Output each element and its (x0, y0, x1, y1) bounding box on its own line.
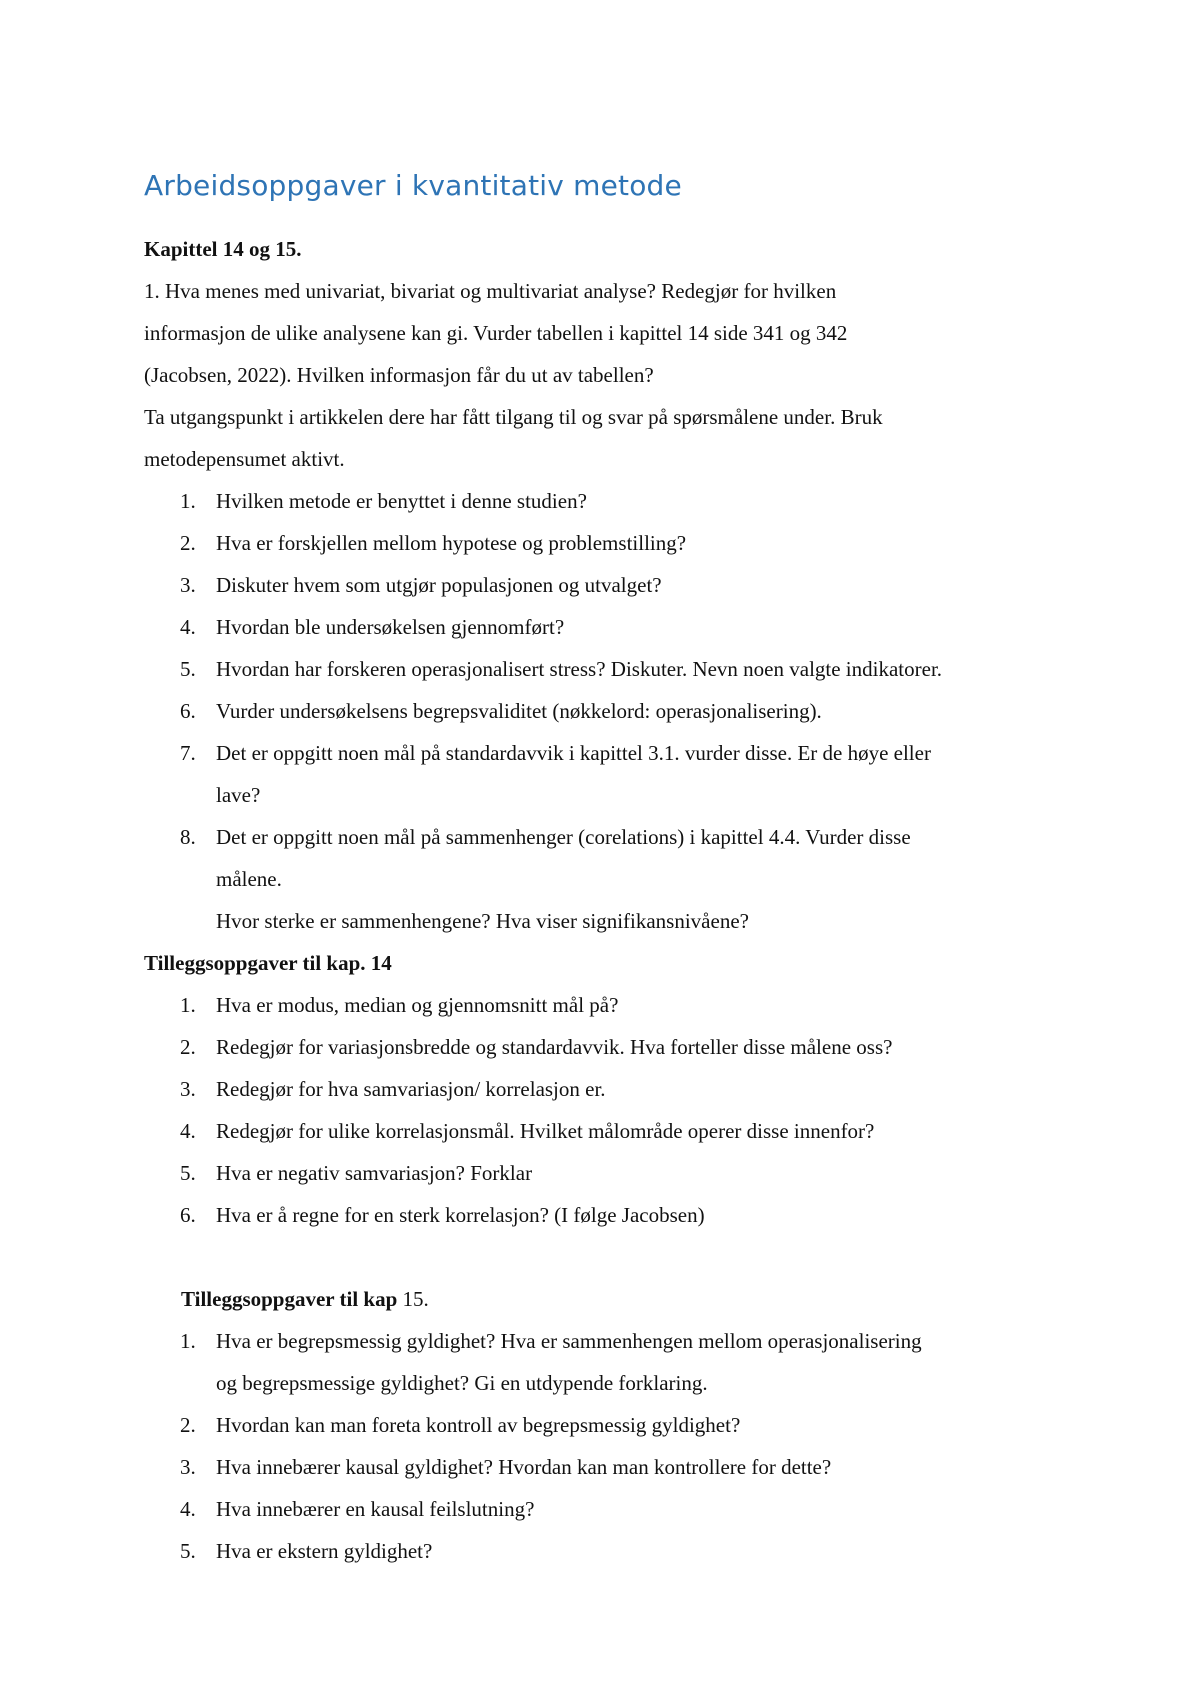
list-item (144, 480, 1074, 522)
list-item (144, 1530, 1074, 1572)
list-item-number: 2. (180, 1035, 196, 1059)
list-item-text: Hvor sterke er sammenhengene? Hva viser signifikansnivåene? (216, 909, 749, 933)
list-item (144, 1152, 1074, 1194)
list-item (144, 1194, 1074, 1236)
list-item (144, 648, 1074, 690)
intro-line: Ta utgangspunkt i artikkelen dere har fått tilgang til og svar på spørsmålene under. Bruk (144, 405, 883, 429)
list-item-text: Hva er forskjellen mellom hypotese og problemstilling? (216, 531, 687, 555)
list-item-text: Det er oppgitt noen mål på standardavvik i kapittel 3.1. vurder disse. Er de høye eller (216, 741, 931, 765)
list-item-number: 4. (180, 1497, 196, 1521)
list-item-text: Hvordan kan man foreta kontroll av begrepsmessig gyldighet? (216, 1413, 741, 1437)
chapter-heading: Kapittel 14 og 15. (144, 237, 302, 261)
list-item (144, 1488, 1074, 1530)
list-item-number: 6. (180, 1203, 196, 1227)
list-item-text: Redegjør for ulike korrelasjonsmål. Hvilket målområde operer disse innenfor? (216, 1119, 875, 1143)
section-heading-kap15-rest: 15. (397, 1287, 429, 1311)
list-item-number: 5. (180, 1539, 196, 1563)
list-item-number: 3. (180, 1455, 196, 1479)
spacer (144, 1236, 1074, 1278)
list-item-number: 5. (180, 1161, 196, 1185)
list-item (144, 732, 1074, 816)
intro-line: metodepensumet aktivt. (144, 447, 345, 471)
intro-line: informasjon de ulike analysene kan gi. Vurder tabellen i kapittel 14 side 341 og 342 (144, 321, 848, 345)
list-item-text: Hvordan ble undersøkelsen gjennomført? (216, 615, 565, 639)
list-item-number: 6. (180, 699, 196, 723)
list-item-number: 3. (180, 1077, 196, 1101)
list-item-text: målene. (216, 867, 282, 891)
list-item (144, 1320, 1074, 1404)
document-title: Arbeidsoppgaver i kvantitativ metode (144, 169, 682, 202)
list-item-text: Vurder undersøkelsens begrepsvaliditet (nøkkelord: operasjonalisering). (216, 699, 822, 723)
list-item (144, 522, 1074, 564)
list-item-number: 7. (180, 741, 196, 765)
list-item-number: 2. (180, 531, 196, 555)
list-item (144, 816, 1074, 942)
document-page (144, 166, 1074, 1572)
section-heading-kap15-bold: Tilleggsoppgaver til kap (181, 1287, 398, 1311)
intro-line: (Jacobsen, 2022). Hvilken informasjon får du ut av tabellen? (144, 363, 654, 387)
list-item (144, 1110, 1074, 1152)
list-item-text: Redegjør for hva samvariasjon/ korrelasjon er. (216, 1077, 606, 1101)
list-item-number: 5. (180, 657, 196, 681)
list-item-text: lave? (216, 783, 261, 807)
section-heading-kap15 (144, 1278, 1074, 1320)
list-item-text: Hva innebærer en kausal feilslutning? (216, 1497, 535, 1521)
list-item-text: Hva er negativ samvariasjon? Forklar (216, 1161, 533, 1185)
section-heading-kap14: Tilleggsoppgaver til kap. 14 (144, 951, 392, 975)
list-item-number: 2. (180, 1413, 196, 1437)
list-item-text: Redegjør for variasjonsbredde og standardavvik. Hva forteller disse målene oss? (216, 1035, 893, 1059)
list-item-number: 1. (180, 489, 196, 513)
list-item (144, 1068, 1074, 1110)
list-item-number: 3. (180, 573, 196, 597)
list-item-text: Hva er å regne for en sterk korrelasjon? (I følge Jacobsen) (216, 1203, 705, 1227)
list-item (144, 564, 1074, 606)
list-item (144, 1446, 1074, 1488)
intro-paragraph (144, 270, 1074, 480)
list-item (144, 1026, 1074, 1068)
list-item-text: Det er oppgitt noen mål på sammenhenger (corelations) i kapittel 4.4. Vurder disse (216, 825, 911, 849)
list-item-text: Hva er ekstern gyldighet? (216, 1539, 433, 1563)
list-item-number: 8. (180, 825, 196, 849)
list-item (144, 606, 1074, 648)
intro-line: 1. Hva menes med univariat, bivariat og multivariat analyse? Redegjør for hvilken (144, 279, 837, 303)
list-item-text: Hva er begrepsmessig gyldighet? Hva er sammenhengen mellom operasjonalisering (216, 1329, 922, 1353)
kap14-questions-list (144, 984, 1074, 1236)
list-item-text: Hvilken metode er benyttet i denne studien? (216, 489, 587, 513)
list-item-text: Hvordan har forskeren operasjonalisert stress? Diskuter. Nevn noen valgte indikatorer. (216, 657, 943, 681)
list-item-number: 4. (180, 615, 196, 639)
article-questions-list (144, 480, 1074, 942)
list-item-text: og begrepsmessige gyldighet? Gi en utdypende forklaring. (216, 1371, 708, 1395)
list-item-number: 1. (180, 993, 196, 1017)
list-item-number: 4. (180, 1119, 196, 1143)
list-item-text: Hva er modus, median og gjennomsnitt mål på? (216, 993, 619, 1017)
list-item (144, 984, 1074, 1026)
list-item (144, 1404, 1074, 1446)
list-item (144, 690, 1074, 732)
list-item-text: Hva innebærer kausal gyldighet? Hvordan kan man kontrollere for dette? (216, 1455, 832, 1479)
list-item-text: Diskuter hvem som utgjør populasjonen og utvalget? (216, 573, 662, 597)
kap15-questions-list (144, 1320, 1074, 1572)
list-item-number: 1. (180, 1329, 196, 1353)
